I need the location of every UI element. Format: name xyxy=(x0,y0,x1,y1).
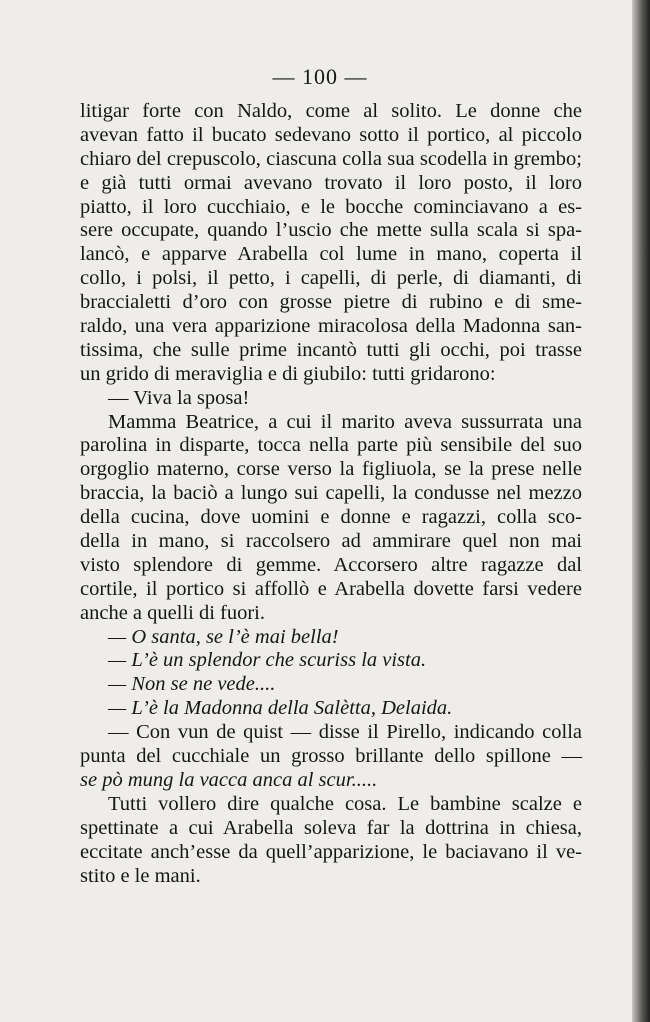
text-line: raldo, una vera apparizione miracolosa della Madonna san- xyxy=(80,315,582,338)
paragraph-start-line: Mamma Beatrice, a cui il marito aveva sussurrata una xyxy=(108,410,582,433)
text-line: punta del cucchiale un grosso brillante dello spillone — xyxy=(80,745,582,768)
text-line: sere occupate, quando l’uscio che mette sulla scala si spa- xyxy=(80,219,582,242)
dialogue-line: — L’è la Madonna della Salètta, Delaida. xyxy=(108,697,453,720)
text-line: chiaro del crepuscolo, ciascuna colla sua scodella in grembo; xyxy=(80,147,582,170)
paragraph-start-line: Tutti vollero dire qualche cosa. Le bambine scalze e xyxy=(108,792,582,815)
text-line: visto splendore di gemme. Accorsero altre ragazze dal xyxy=(80,553,582,576)
text-line: un grido di meraviglia e di giubilo: tutti gridarono: xyxy=(80,362,496,385)
text-line: litigar forte con Naldo, come al solito. Le donne che xyxy=(80,100,582,122)
text-line: avevan fatto il bucato sedevano sotto il portico, al piccolo xyxy=(80,123,582,146)
dialogue-line: se pò mung la vacca anca al scur..... xyxy=(80,768,378,791)
text-line: stito e le mani. xyxy=(80,864,201,887)
dialogue-line: — Non se ne vede.... xyxy=(108,673,276,696)
text-line: parolina in disparte, tocca nella parte più sensibile del suo xyxy=(80,434,582,457)
text-line: della cucina, dove uomini e donne e ragazzi, colla sco- xyxy=(80,506,582,529)
dialogue-line: — Con vun de quist — disse il Pirello, indicando colla xyxy=(108,721,582,744)
text-line: e già tutti ormai avevano trovato il loro posto, il loro xyxy=(80,171,582,194)
text-line: cortile, il portico si affollò e Arabella dovette farsi vedere xyxy=(80,577,582,600)
text-line: anche a quelli di fuori. xyxy=(80,601,266,624)
text-line: collo, i polsi, il petto, i capelli, di perle, di diamanti, di xyxy=(80,267,582,290)
book-spine-shadow xyxy=(632,0,650,1022)
dialogue-line: — O santa, se l’è mai bella! xyxy=(108,625,339,648)
text-line: della in mano, si raccolsero ad ammirare quel non mai xyxy=(80,530,582,553)
text-line: tissima, che sulle prime incantò tutti gli occhi, poi trasse xyxy=(80,338,582,361)
body-text xyxy=(80,100,582,888)
text-line: lancò, e apparve Arabella col lume in mano, coperta il xyxy=(80,243,582,266)
page-number: — 100 — xyxy=(272,64,368,89)
text-line: eccitate anch’esse da quell’apparizione, le baciavano il ve- xyxy=(80,840,582,863)
text-line: braccia, la baciò a lungo sui capelli, la condusse nel mezzo xyxy=(80,482,582,505)
dialogue-line: — L’è un splendor che scuriss la vista. xyxy=(108,649,427,672)
text-line: braccialetti d’oro con grosse pietre di rubino e di sme- xyxy=(80,291,582,314)
text-line: piatto, il loro cucchiaio, e le bocche cominciavano a es- xyxy=(80,195,582,218)
dialogue-line: — Viva la sposa! xyxy=(108,386,250,409)
text-line: spettinate a cui Arabella soleva far la dottrina in chiesa, xyxy=(80,816,582,839)
text-line: orgoglio materno, corse verso la figliuola, se la prese nelle xyxy=(80,458,582,481)
